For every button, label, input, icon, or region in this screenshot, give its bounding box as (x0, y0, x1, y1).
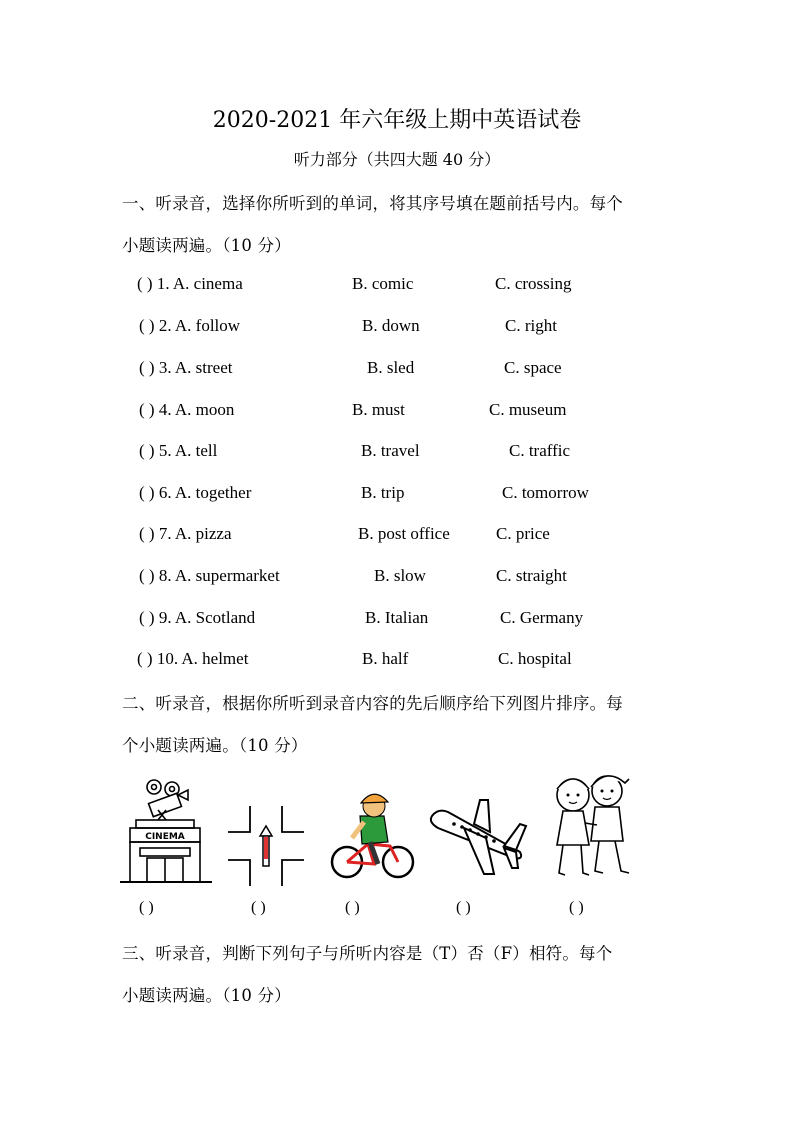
question-9-a: ( ) 9. A. Scotland (139, 608, 256, 627)
question-10-b: B. half (362, 649, 409, 668)
cyclist-icon (330, 786, 416, 882)
question-6-a: ( ) 6. A. together (139, 483, 252, 502)
question-3-a: ( ) 3. A. street (139, 358, 233, 377)
section1-instruction-line1: 一、听录音，选择你所听到的单词，将其序号填在题前括号内。每个 (122, 194, 623, 213)
question-4-a: ( ) 4. A. moon (139, 400, 235, 419)
question-8-c: C. straight (496, 566, 567, 585)
question-2-b: B. down (362, 316, 420, 335)
picture-5-answer-blank[interactable]: ( ) (569, 899, 584, 916)
question-6-c: C. tomorrow (502, 483, 589, 502)
cinema-sign: CINEMA (145, 832, 185, 842)
airplane-icon (424, 798, 528, 882)
cinema-icon (120, 778, 212, 886)
question-5-c: C. traffic (509, 441, 571, 460)
question-2-c: C. right (505, 316, 557, 335)
picture-4-answer-blank[interactable]: ( ) (456, 899, 471, 916)
question-9-b: B. Italian (365, 608, 429, 627)
question-1-c: C. crossing (495, 274, 572, 293)
question-10-a: ( ) 10. A. helmet (137, 649, 249, 668)
question-7-c: C. price (496, 524, 550, 543)
section2-instruction-line1: 二、听录音，根据你所听到录音内容的先后顺序给下列图片排序。每 (122, 694, 623, 713)
question-9-c: C. Germany (500, 608, 584, 627)
section1-instruction-line2: 小题读两遍。（10 分） (122, 236, 291, 255)
question-2-a: ( ) 2. A. follow (139, 316, 241, 335)
question-6-b: B. trip (361, 483, 405, 502)
section3-instruction-line1: 三、听录音，判断下列句子与所听内容是（T）否（F）相符。每个 (122, 944, 613, 963)
question-5-a: ( ) 5. A. tell (139, 441, 218, 460)
section2-instruction-line2: 个小题读两遍。（10 分） (122, 736, 308, 755)
page-title: 2020-2021 年六年级上期中英语试卷 (212, 108, 582, 133)
question-4-c: C. museum (489, 400, 567, 419)
crossroad-arrow-icon (228, 806, 304, 886)
question-5-b: B. travel (361, 441, 420, 460)
question-1-b: B. comic (352, 274, 414, 293)
picture-1-answer-blank[interactable]: ( ) (139, 899, 154, 916)
question-3-b: B. sled (367, 358, 415, 377)
question-8-a: ( ) 8. A. supermarket (139, 566, 280, 585)
question-7-a: ( ) 7. A. pizza (139, 524, 232, 543)
question-10-c: C. hospital (498, 649, 572, 668)
question-8-b: B. slow (374, 566, 426, 585)
question-7-b: B. post office (358, 524, 450, 543)
picture-2-answer-blank[interactable]: ( ) (251, 899, 266, 916)
children-icon (545, 765, 645, 885)
section3-instruction-line2: 小题读两遍。（10 分） (122, 986, 291, 1005)
question-4-b: B. must (352, 400, 405, 419)
question-3-c: C. space (504, 358, 562, 377)
picture-3-answer-blank[interactable]: ( ) (345, 899, 360, 916)
page-subtitle: 听力部分（共四大题 40 分） (293, 150, 501, 169)
question-1-a: ( ) 1. A. cinema (137, 274, 243, 293)
